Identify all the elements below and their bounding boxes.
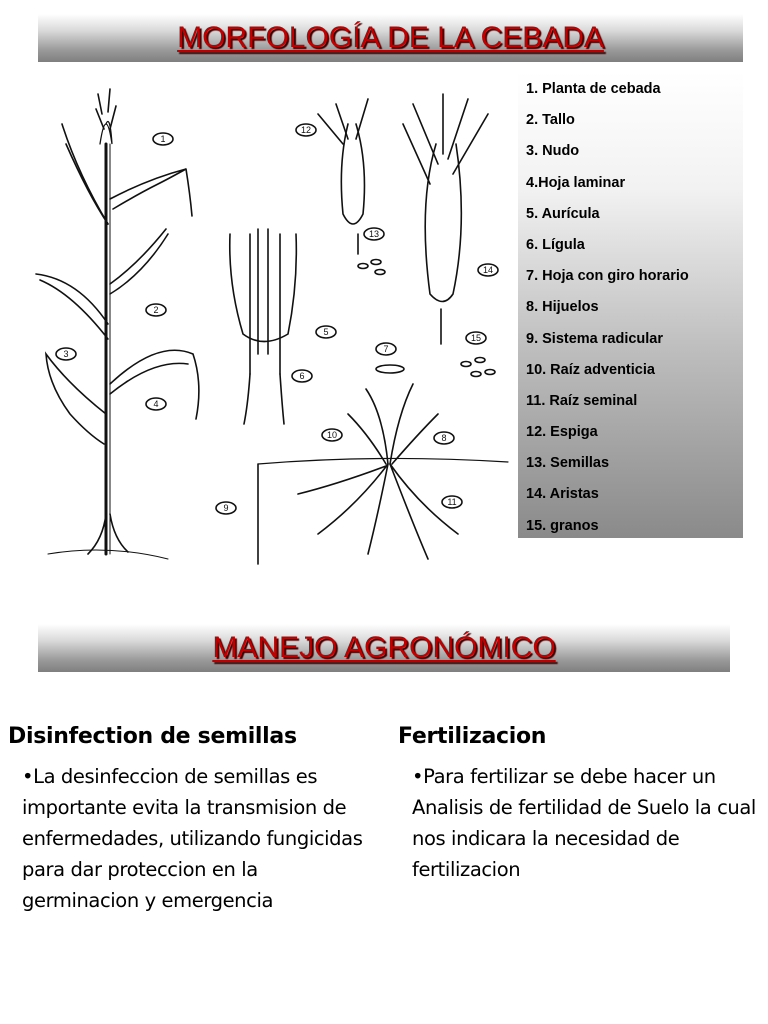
- callout-14: 14: [482, 265, 494, 275]
- callout-1: 1: [160, 134, 166, 144]
- column-heading: Fertilizacion: [398, 724, 547, 749]
- legend-item: 2. Tallo: [526, 112, 575, 129]
- callout-11: 11: [447, 497, 457, 507]
- legend-item: 10. Raíz adventicia: [526, 361, 655, 378]
- column-text: •La desinfeccion de semillas es importante evita la transmision de enfermedades, utilizando fungicidas para dar proteccion en la germinacion y emergencia: [22, 765, 363, 912]
- legend-item: 11. Raíz seminal: [526, 392, 638, 409]
- column-heading: Disinfection de semillas: [8, 724, 297, 749]
- section-title: MANEJO AGRONÓMICO: [212, 631, 556, 664]
- legend-item: 14. Aristas: [526, 486, 599, 503]
- callout-4: 4: [153, 399, 159, 409]
- callout-9: 9: [223, 503, 229, 513]
- callout-12: 12: [300, 125, 312, 135]
- legend-item: 4.Hoja laminar: [526, 174, 626, 191]
- legend-item: 8. Hijuelos: [526, 299, 599, 316]
- callout-8: 8: [441, 433, 447, 443]
- legend-item: 6. Lígula: [526, 236, 585, 253]
- legend-list: [526, 80, 743, 548]
- callout-5: 5: [323, 327, 329, 337]
- callout-2: 2: [153, 305, 159, 315]
- fertilization-column: [398, 724, 758, 885]
- barley-drawing: [18, 84, 518, 576]
- morphology-legend: [518, 72, 743, 538]
- callout-6: 6: [299, 371, 305, 381]
- callout-7: 7: [383, 344, 389, 354]
- legend-item: 15. granos: [526, 517, 599, 534]
- seed-disinfection-column: [8, 724, 378, 916]
- callout-13: 13: [368, 229, 380, 239]
- barley-morphology-illustration: [18, 84, 518, 576]
- legend-item: 7. Hoja con giro horario: [526, 268, 689, 285]
- callout-10: 10: [326, 430, 338, 440]
- legend-item: 13. Semillas: [526, 455, 610, 472]
- agronomic-management-banner: [38, 624, 730, 672]
- legend-item: 9. Sistema radicular: [526, 330, 664, 347]
- legend-item: 3. Nudo: [526, 143, 580, 160]
- legend-item: 12. Espiga: [526, 424, 598, 441]
- callout-3: 3: [63, 349, 69, 359]
- morphology-title-banner: [38, 14, 743, 62]
- legend-item: 1. Planta de cebada: [526, 81, 661, 97]
- callout-15: 15: [470, 333, 482, 343]
- column-text: •Para fertilizar se debe hacer un Analisis de fertilidad de Suelo la cual nos indicara la necesidad de fertilizacion: [412, 765, 756, 881]
- morphology-title: MORFOLOGÍA DE LA CEBADA: [177, 21, 604, 54]
- legend-item: 5. Aurícula: [526, 205, 600, 222]
